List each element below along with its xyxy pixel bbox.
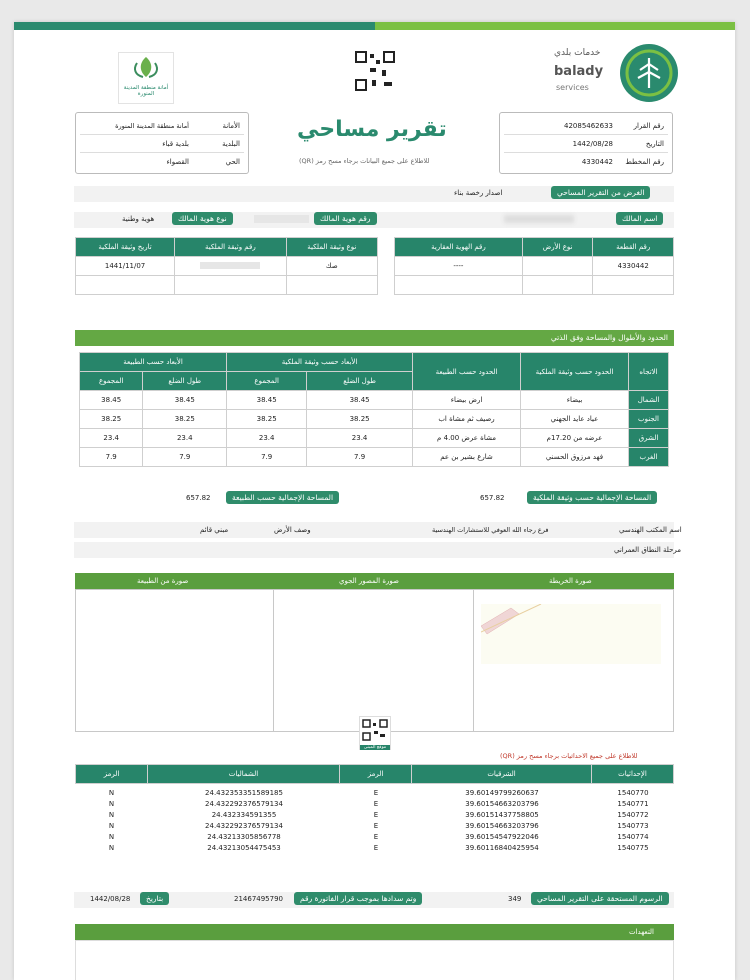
table-row: 1540771 39.60154663203796 E 24.432292376579134 N [108,799,649,808]
table-row: 1540773 39.60154663203796 E 24.432292376579134 N [108,821,649,830]
owner-name-label: اسم المالك [616,212,663,225]
date-value: 1442/08/28 [572,139,613,148]
coords-table [75,764,674,853]
undertakings-label: التعهدات [629,928,655,936]
owner-id-type-value: هوية وطنية [122,215,155,223]
invoice-value: 21467495790 [234,895,283,903]
office-value: فرع رجاء الله العوفي للاستشارات الهندسية [432,526,549,534]
municipality-info-box [75,112,249,174]
ct-h-point: الإحداثيات [592,765,674,784]
table-row: 1540774 39.60154547922046 E 24.43213305856778 N [108,832,649,841]
site-qr-code-icon [359,716,391,750]
ct-h-easting: الشرقيات [412,765,592,784]
ct-h-code-n: الرمز [76,765,148,784]
table-row: الشمال بيضاء ارض بيضاء 38.45 38.45 38.45 38.45 [80,391,669,410]
balady-ar: خدمات بلدي [554,48,601,58]
plot-table [394,237,674,295]
bt-h-total-1: المجموع [227,372,307,391]
baladiya-label: البلدية [222,139,240,148]
land-desc-value: مبني قائم [200,526,229,534]
baladiya-value: بلدية قباء [162,139,189,148]
plan-value: 4330442 [581,158,613,166]
page-title: تقرير مساحي [297,117,447,142]
plot-type [522,257,593,276]
office-label: اسم المكتب الهندسي [619,526,682,534]
area-nature-value: 657.82 [186,494,211,502]
coords-note: للاطلاع على جميع الاحداثيات برجاء مسح رمز (QR) [500,752,638,760]
owner-id-redacted [254,215,309,223]
decision-info-box [499,112,673,174]
land-desc-label: وصف الأرض [274,526,311,534]
ct-h-code-e: الرمز [340,765,412,784]
balady-logo-icon [620,44,678,102]
owner-id-label: رقم هوية المالك [314,212,377,225]
deed-h-date: تاريخ وثيقة الملكية [76,238,175,257]
images-frame [75,589,674,732]
ct-h-northing: الشماليات [148,765,340,784]
area-deed-value: 657.82 [480,494,505,502]
bt-h-direction: الاتجاه [629,353,669,391]
map-image-label: صورة الخريطة [549,577,592,585]
bt-h-bound-nature: الحدود حسب الطبيعة [413,353,521,391]
office-row-bg [74,522,674,538]
bt-h-total-2: المجموع [80,372,143,391]
municipality-logo-text: أمانة منطقة المدينة المنورة [123,85,169,97]
date-label: التاريخ [645,139,664,148]
fees-date-value: 1442/08/28 [90,895,131,903]
deed-h-number: رقم وثيقة الملكية [175,238,286,257]
deed-table [75,237,378,295]
top-qr-code-icon [354,50,396,92]
purpose-value: اصدار رخصة بناء [454,189,503,197]
site-qr-label: موقع المبنى [360,745,390,750]
fees-label: الرسوم المستحقة على التقرير المساحي [531,892,669,905]
invoice-label: وتم سدادها بموجب قرار الفاتورة رقم [294,892,422,905]
area-deed-label: المساحة الإجمالية حسب وثيقة الملكية [527,491,657,504]
bt-h-len-1: طول الضلع [307,372,413,391]
owner-name-redacted [504,215,574,223]
bounds-section-header: الحدود والأطوال والمساحة وفق الذتي [75,330,674,346]
district-value: القصواء [166,158,189,166]
area-nature-label: المساحة الإجمالية حسب الطبيعة [226,491,339,504]
decision-label: رقم القرار [633,121,664,130]
owner-id-type-label: نوع هوية المالك [172,212,233,225]
bt-h-bound-deed: الحدود حسب وثيقة الملكية [521,353,629,391]
undertakings-body [75,940,674,980]
report-sheet [14,22,735,980]
bt-h-dims-nature: الأبعاد حسب الطبيعة [80,353,227,372]
plan-label: رقم المخطط [625,158,664,166]
bt-h-dims-deed: الأبعاد حسب وثيقة الملكية [227,353,413,372]
balady-en: balady [554,64,604,79]
table-row: الجنوب عياد عايد الجهني رصيف ثم مشاة اب 38.25 38.25 38.25 38.25 [80,410,669,429]
aerial-image-label: صورة المصور الجوي [339,577,399,585]
table-row: 1540775 39.60116840425954 E 24.43213054475453 N [108,843,649,852]
table-row: 1540772 39.60151437758805 E 24.432334591355 N [108,810,649,819]
map-image [481,604,661,664]
balady-sub: services [556,83,589,92]
plot-realestate-id: ---- [395,257,523,276]
deed-number [175,257,286,276]
page-subtitle: للاطلاع على جميع البيانات برجاء مسح رمز (QR) [299,157,430,165]
bt-h-len-2: طول الضلع [143,372,227,391]
plot-number: 4330442 [593,257,674,276]
undertakings-header [75,924,674,940]
bounds-table [79,352,669,467]
nature-image-label: صورة من الطبيعة [137,577,189,585]
palm-logo-icon [119,53,173,83]
deed-type: صك [286,257,377,276]
urban-row-bg [74,542,674,558]
plot-h-type: نوع الأرض [522,238,593,257]
table-row: الشرق عرضه من 17.20م مشاة عرض 4.00 م 23.4 23.4 23.4 23.4 [80,429,669,448]
date-label-pill: بتاريخ [140,892,169,905]
deed-date: 1441/11/07 [76,257,175,276]
amana-label: الأمانة [222,121,240,130]
urban-label: مرحلة النطاق العمراني [614,546,682,554]
table-row: الغرب فهد مرزوق الحسني شارع بشير بن عم 7.9 7.9 7.9 7.9 [80,448,669,467]
municipality-logo [118,52,174,104]
top-color-bar [14,22,735,30]
district-label: الحي [225,158,240,166]
table-row: 1540770 39.60149799260637 E 24.432353351589185 N [108,788,649,797]
amana-value: أمانة منطقة المدينة المنورة [115,121,189,130]
purpose-label: الغرض من التقرير المساحي [551,186,650,199]
fees-value: 349 [508,895,522,903]
plot-h-realestate: رقم الهوية العقارية [395,238,523,257]
decision-value: 42085462633 [564,121,613,130]
deed-h-type: نوع وثيقة الملكية [286,238,377,257]
plot-h-number: رقم القطعة [593,238,674,257]
